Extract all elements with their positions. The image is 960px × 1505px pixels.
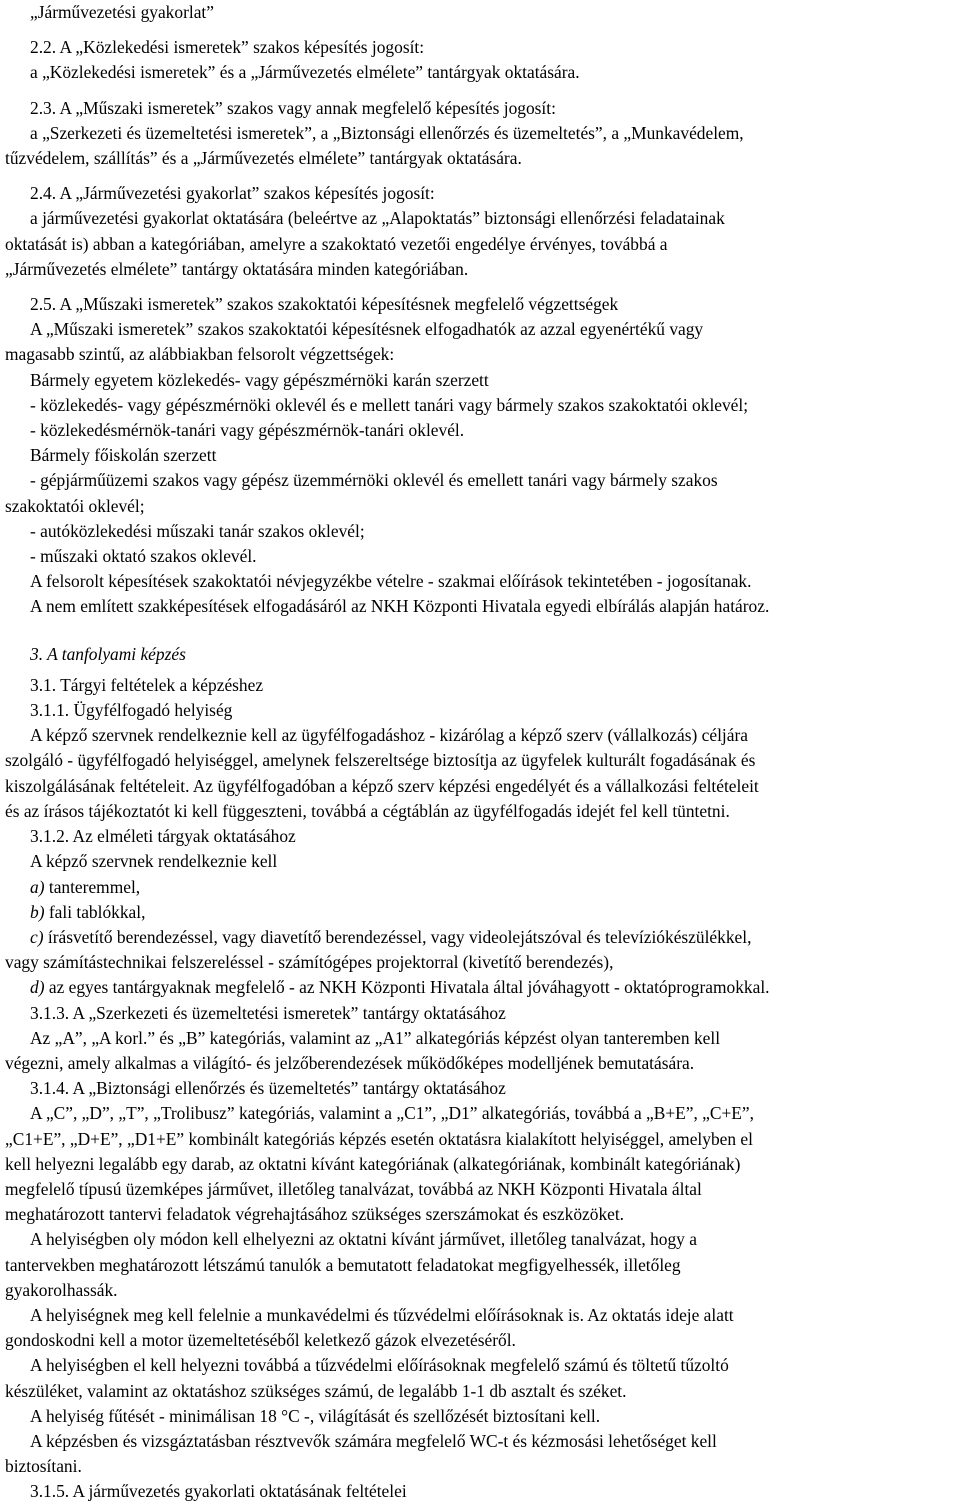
text-line	[5, 1328, 955, 1353]
text-line	[5, 1051, 955, 1076]
list-marker: d)	[30, 977, 45, 998]
line-text: írásvetítő berendezéssel, vagy diavetítő berendezéssel, vagy videolejátszóval és televíziókészülékkel,	[47, 926, 752, 947]
text-line	[5, 257, 955, 282]
line-text: készüléket, valamint az oktatáshoz szükséges számú, de legalább 1-1 db asztalt és széket.	[5, 1380, 627, 1401]
text-line	[5, 1202, 955, 1227]
text-line	[5, 1101, 955, 1126]
line-text: - autóközlekedési műszaki tanár szakos oklevél;	[30, 520, 365, 541]
line-text: biztosítani.	[5, 1456, 82, 1477]
text-line	[5, 824, 955, 849]
line-text: 3.1.4. A „Biztonsági ellenőrzés és üzemeltetés” tantárgy oktatásához	[30, 1078, 506, 1099]
text-line	[5, 1353, 955, 1378]
line-text: 3.1.3. A „Szerkezeti és üzemeltetési ismeretek” tantárgy oktatásához	[30, 1002, 506, 1023]
text-line	[5, 698, 955, 723]
text-line	[5, 519, 955, 544]
text-line	[5, 393, 955, 418]
line-text: szolgáló - ügyfélfogadó helyiséggel, amelynek felszereltsége biztosítja az ügyfelek kulturált fogadásának és	[5, 750, 756, 771]
line-text: 3. A tanfolyami képzés	[30, 643, 186, 664]
text-line	[5, 1454, 955, 1479]
line-text: vagy számítástechnikai felszereléssel - számítógépes projektorral (kivetítő berendezés),	[5, 952, 614, 973]
text-line	[5, 121, 955, 146]
line-text: szakoktatói oklevél;	[5, 495, 145, 516]
text-line	[5, 1404, 955, 1429]
text-line	[5, 569, 955, 594]
text-line	[5, 1127, 955, 1152]
line-text: oktatását is) abban a kategóriában, amelyre a szakoktató vezetői engedélye érvényes, továbbá a	[5, 233, 668, 254]
text-line	[5, 60, 955, 85]
line-text: Bármely főiskolán szerzett	[30, 445, 217, 466]
line-text: - műszaki oktató szakos oklevél.	[30, 546, 257, 567]
line-text: tanteremmel,	[48, 876, 141, 897]
line-text: meghatározott tantervi feladatok végrehajtásához szükséges szerszámokat és eszközöket.	[5, 1204, 625, 1225]
line-text: A helyiség fűtését - minimálisan 18 °C -, világítását és szellőzését biztosítani kell.	[30, 1405, 601, 1426]
text-line	[5, 774, 955, 799]
line-text: a járművezetési gyakorlat oktatására (beleértve az „Alapoktatás” biztonsági ellenőrzési feladatainak	[30, 208, 725, 229]
line-text: A felsorolt képesítések szakoktatói névjegyzékbe vételre - szakmai előírások tekintetében - jogosítanak.	[30, 571, 752, 592]
text-line	[5, 232, 955, 257]
line-text: gondoskodni kell a motor üzemeltetéséből keletkező gázok elvezetéséről.	[5, 1330, 516, 1351]
line-text: végezni, amely alkalmas a világító- és jelzőberendezések működőképes modelljének bemutatására.	[5, 1052, 695, 1073]
line-text: „Járművezetési gyakorlat”	[30, 2, 214, 22]
text-line	[5, 1076, 955, 1101]
line-text: 3.1.1. Ügyfélfogadó helyiség	[30, 700, 233, 721]
line-text: A nem említett szakképesítések elfogadásáról az NKH Központi Hivatala egyedi elbírálás alapján határoz.	[30, 596, 770, 617]
text-line	[5, 748, 955, 773]
text-line	[5, 673, 955, 698]
text-line	[5, 96, 955, 121]
text-line	[5, 1303, 955, 1328]
line-text: tantervekben meghatározott létszámú tanulók a bemutatott feladatokat megfigyelhessék, illetőleg	[5, 1254, 681, 1275]
line-text: és az írásos tájékoztatót ki kell függeszteni, továbbá a cégtáblán az ügyfélfogadás idejét fel kell tüntetni.	[5, 800, 730, 821]
text-line	[5, 849, 955, 874]
line-text: „C1+E”, „D+E”, „D1+E” kombinált kategóriás képzés esetén oktatásra kialakított helyiséggel, amelyben el	[5, 1128, 753, 1149]
line-text: A helyiségben el kell helyezni továbbá a tűzvédelmi előírásoknak megfelelő számú és töltetű tűzoltó	[30, 1355, 729, 1376]
line-text: 2.4. A „Járművezetési gyakorlat” szakos képesítés jogosít:	[30, 183, 435, 204]
line-text: Bármely egyetem közlekedés- vagy gépészmérnöki karán szerzett	[30, 369, 489, 390]
line-text: a „Szerkezeti és üzemeltetési ismeretek”, a „Biztonsági ellenőrzés és üzemeltetés”, a „Munkavédelem,	[30, 122, 744, 143]
line-text: megfelelő típusú üzemképes járművet, illetőleg tanalvázat, továbbá az NKH Központi Hivatala által	[5, 1178, 702, 1199]
text-line	[5, 1227, 955, 1252]
line-text: gyakorolhassák.	[5, 1279, 118, 1300]
text-line	[5, 206, 955, 231]
list-marker: a)	[30, 876, 45, 897]
text-line	[5, 875, 955, 900]
line-text: magasabb szintű, az alábbiakban felsorolt végzettségek:	[5, 344, 395, 365]
line-text: A képző szervnek rendelkeznie kell az ügyfélfogadáshoz - kizárólag a képző szerv (vállalkozás) céljára	[30, 725, 748, 746]
text-line	[5, 1026, 955, 1051]
line-text: - gépjárműüzemi szakos vagy gépész üzemmérnöki oklevél és emellett tanári vagy bármely szakos	[30, 470, 718, 491]
text-line	[5, 1001, 955, 1026]
line-text: - közlekedésmérnök-tanári vagy gépészmérnök-tanári oklevél.	[30, 420, 465, 441]
line-text: kiszolgálásának feltételeit. Az ügyfélfogadóban a képző szerv képzési engedélyét és a vállalkozási feltételeit	[5, 775, 759, 796]
text-line	[5, 292, 955, 317]
text-line	[5, 1379, 955, 1404]
line-text: A képzésben és vizsgáztatásban résztvevők számára megfelelő WC-t és kézmosási lehetőséget kell	[30, 1430, 717, 1451]
line-text: 3.1. Tárgyi feltételek a képzéshez	[30, 674, 264, 695]
line-text: kell helyezni legalább egy darab, az oktatni kívánt kategóriának (alkategóriának, kombinált kategóriának)	[5, 1153, 741, 1174]
line-text: A „Műszaki ismeretek” szakos szakoktatói képesítésnek elfogadhatók az azzal egyenértékű vagy	[30, 319, 704, 340]
text-line	[5, 146, 955, 171]
text-line	[5, 1429, 955, 1454]
text-line	[5, 317, 955, 342]
line-text: 3.1.2. Az elméleti tárgyak oktatásához	[30, 826, 296, 847]
text-line	[5, 494, 955, 519]
text-line	[5, 544, 955, 569]
line-text: - közlekedés- vagy gépészmérnöki oklevél és e mellett tanári vagy bármely szakos szakoktatói oklevél;	[30, 394, 749, 415]
line-text: az egyes tantárgyaknak megfelelő - az NKH Központi Hivatala által jóváhagyott - oktatóprogramokkal.	[48, 977, 770, 998]
text-line	[5, 443, 955, 468]
line-text: Az „A”, „A korl.” és „B” kategóriás, valamint az „A1” alkategóriás képzést olyan tanteremben kell	[30, 1027, 721, 1048]
text-line	[5, 723, 955, 748]
line-text: a „Közlekedési ismeretek” és a „Járművezetés elmélete” tantárgyak oktatására.	[30, 62, 580, 83]
line-text: A képző szervnek rendelkeznie kell	[30, 851, 278, 872]
line-text: A helyiségnek meg kell felelnie a munkavédelmi és tűzvédelmi előírásoknak is. Az oktatás ideje alatt	[30, 1304, 734, 1325]
list-marker: c)	[30, 926, 44, 947]
text-line	[5, 35, 955, 60]
text-line	[5, 925, 955, 950]
text-line	[5, 1253, 955, 1278]
text-line	[5, 594, 955, 619]
text-line	[5, 0, 955, 25]
text-line	[5, 418, 955, 443]
text-line	[5, 368, 955, 393]
line-text: 3.1.5. A járművezetés gyakorlati oktatásának feltételei	[30, 1481, 407, 1502]
text-line	[5, 900, 955, 925]
line-text: tűzvédelem, szállítás” és a „Járművezetés elmélete” tantárgyak oktatására.	[5, 148, 522, 169]
text-line	[5, 1152, 955, 1177]
document-page	[5, 0, 955, 1505]
text-line	[5, 642, 955, 667]
text-line	[5, 1177, 955, 1202]
line-text: 2.3. A „Műszaki ismeretek” szakos vagy annak megfelelő képesítés jogosít:	[30, 97, 556, 118]
line-text: 2.2. A „Közlekedési ismeretek” szakos képesítés jogosít:	[30, 37, 425, 58]
text-line	[5, 799, 955, 824]
line-text: A „C”, „D”, „T”, „Trolibusz” kategóriás, valamint a „C1”, „D1” alkategóriás, továbbá a „B+E”, „C+E”,	[30, 1103, 754, 1124]
text-line	[5, 975, 955, 1000]
text-line	[5, 1278, 955, 1303]
line-text: 2.5. A „Műszaki ismeretek” szakos szakoktatói képesítésnek megfelelő végzettségek	[30, 294, 619, 315]
line-text: A helyiségben oly módon kell elhelyezni az oktatni kívánt járművet, illetőleg tanalvázat, hogy a	[30, 1229, 697, 1250]
text-line	[5, 468, 955, 493]
text-line	[5, 342, 955, 367]
line-text: „Járművezetés elmélete” tantárgy oktatására minden kategóriában.	[5, 258, 469, 279]
text-line	[5, 950, 955, 975]
text-line	[5, 181, 955, 206]
list-marker: b)	[30, 901, 45, 922]
line-text: fali tablókkal,	[48, 901, 146, 922]
